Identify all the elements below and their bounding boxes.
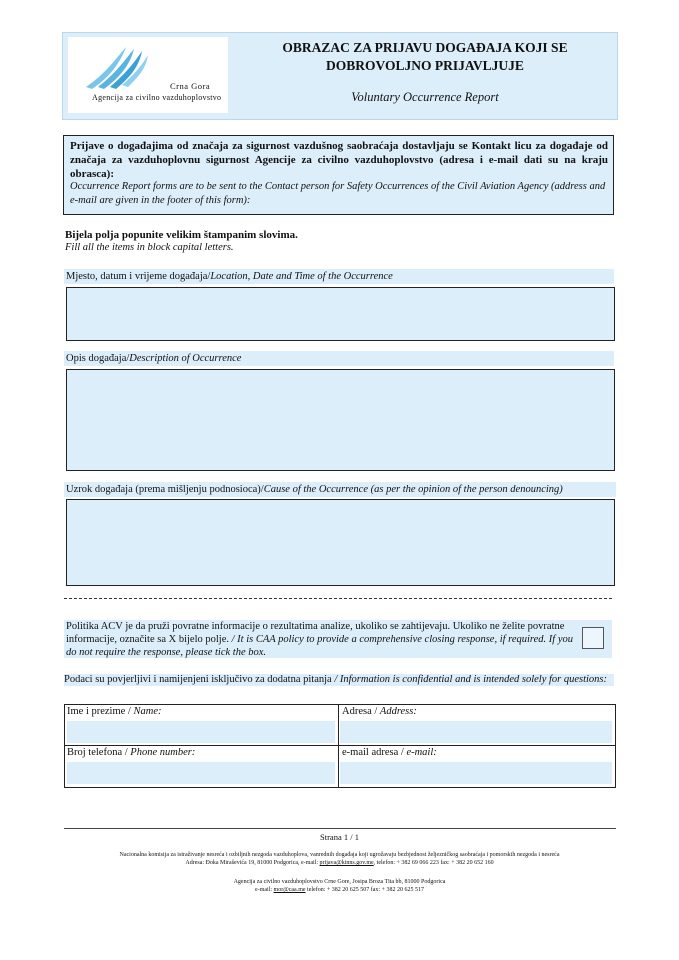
logo-country: Crna Gora xyxy=(170,81,211,91)
description-label: Opis događaja/Description of Occurrence xyxy=(64,351,614,366)
feedback-policy: Politika ACV je da pruži povratne informacije o rezultatima analize, ukoliko se zahtijevaju. Ukoliko ne želite povratne informacije, označite sa X bijelo polje. / It is CAA policy to provide a comprehensive closing response, if required. If you do not require the response, please tick the box. xyxy=(64,620,612,658)
form-title-line2: DOBROVOLJNO PRIJAVLJUJE xyxy=(326,58,524,73)
form-title-line1: OBRAZAC ZA PRIJAVU DOGAĐAJA KOJI SE xyxy=(282,40,568,55)
name-field[interactable]: Ime i prezime / Name: xyxy=(65,705,338,745)
no-response-checkbox[interactable] xyxy=(582,627,604,649)
email-field[interactable]: e-mail adresa / e-mail: xyxy=(340,746,613,786)
wing-logo-icon xyxy=(76,43,166,91)
page-number: Strana 1 / 1 xyxy=(320,832,359,842)
location-label: Mjesto, datum i vrijeme događaja/Location, Date and Time of the Occurrence xyxy=(64,269,614,284)
address-field[interactable]: Adresa / Address: xyxy=(340,705,613,745)
footer-agency: Agencija za civilno vazduhoplovstvo Crne Gore, Josipa Broza Tita bb, 81000 Podgorica e-mail: mor@caa.me telefon: + 382 20 625 507 fax: + 382 20 625 517 xyxy=(233,879,446,893)
cut-line xyxy=(64,598,612,599)
notice-italic: Occurrence Report forms are to be sent to the Contact person for Safety Occurrences of the Civil Aviation Agency (address and e-mail are given in the footer of this form): xyxy=(70,181,606,206)
agency-email-link[interactable]: mor@caa.me xyxy=(273,887,306,893)
contact-intro: Podaci su povjerljivi i namijenjeni isključivo za dodatna pitanja / Information is confidential and is intended solely for questions: xyxy=(64,674,614,686)
description-field[interactable] xyxy=(66,369,615,471)
logo-agency: Agencija za civilno vazduhoplovstvo xyxy=(92,93,222,102)
location-field[interactable] xyxy=(66,287,615,341)
notice-bold: Prijave o događajima od značaja za sigurnost vazdušnog saobraćaja dostavljaju se Kontakt licu za događaje od značaja za vazduhoplovnu sigurnost Agencije za civilno vazduhoplovstvo (adresa i e-mail dati su na kraju obrasca): xyxy=(70,140,608,180)
instruction-bold: Bijela polja popunite velikim štampanim slovima. xyxy=(65,229,298,241)
grid-divider xyxy=(338,705,339,787)
phone-field[interactable]: Broj telefona / Phone number: xyxy=(65,746,338,786)
instruction-italic: Fill all the items in block capital letters. xyxy=(65,242,234,253)
cause-label: Uzrok događaja (prema mišljenju podnosioca)/Cause of the Occurrence (as per the opinion of the person denouncing) xyxy=(64,482,616,497)
contact-grid xyxy=(64,704,616,788)
agency-logo xyxy=(68,37,228,113)
form-subtitle: Voluntary Occurrence Report xyxy=(351,90,499,104)
footer-rule xyxy=(64,828,616,829)
submission-notice xyxy=(63,135,614,215)
footer-commission: Nacionalna komisija za istraživanje nesreća i ozbiljnih nezgoda vazduhoplova, vanrednih događaja koji ugrožavaju bezbjednost željezničkog saobraćaja i pomorskih nezgoda i nesreća Adresa: Đoka Miraševića 19, 81000 Podgorica, e-mail: prijava@kinns.gov.me, telefon: + 382 69 066 223 fax: + 382 20 652 160 xyxy=(119,852,560,866)
commission-email-link[interactable]: prijava@kinns.gov.me xyxy=(319,860,374,866)
cause-field[interactable] xyxy=(66,499,615,586)
